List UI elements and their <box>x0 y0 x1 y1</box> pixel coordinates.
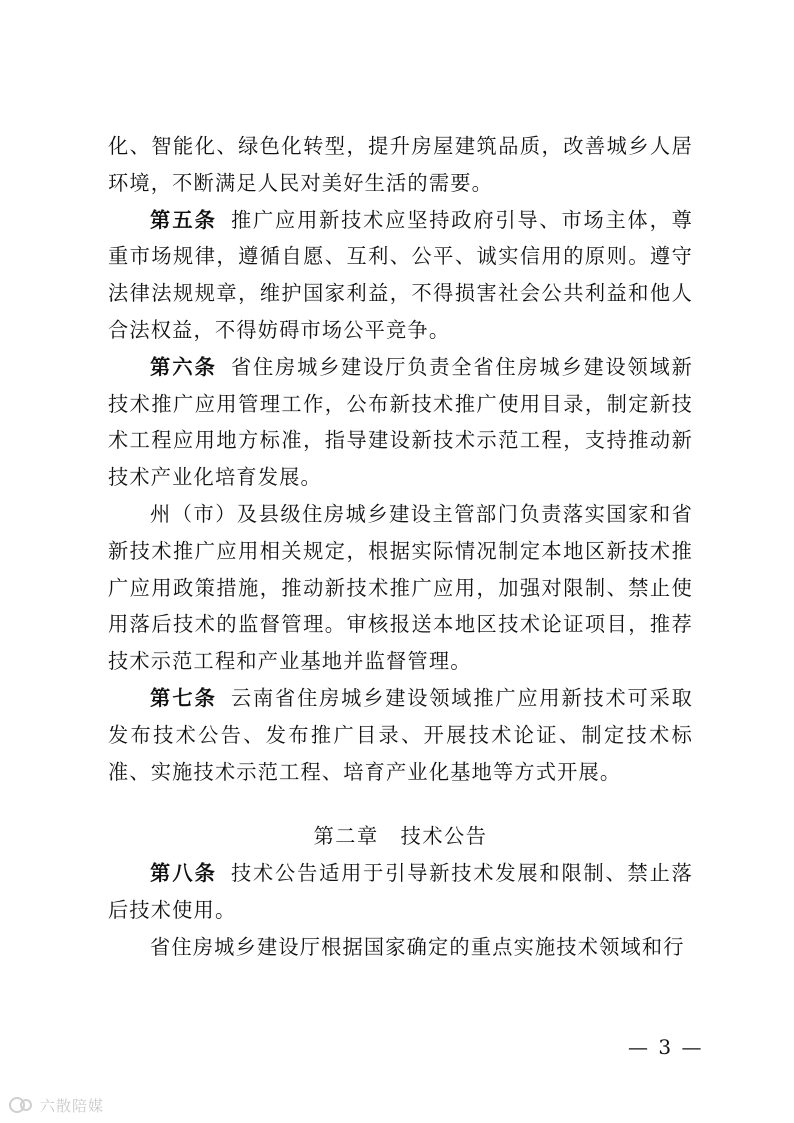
document-body <box>108 128 693 966</box>
article-heading: 第五条 <box>150 207 217 232</box>
article-6-paragraph <box>108 349 693 496</box>
paragraph-text: 技术公告适用于引导新技术发展和限制、禁止落后技术使用。 <box>108 861 693 922</box>
chapter-title: 技术公告 <box>400 824 488 849</box>
paragraph-text: 省住房城乡建设厅负责全省住房城乡建设领域新技术推广应用管理工作，公布新技术推广使用目录，制定新技术工程应用地方标准，指导建设新技术示范工程，支持推动新技术产业化培育发展。 <box>108 354 693 490</box>
chapter-heading <box>108 818 693 855</box>
paragraph-continued <box>108 128 693 202</box>
article-heading: 第七条 <box>150 685 217 710</box>
paragraph-text: 推广应用新技术应坚持政府引导、市场主体，尊重市场规律，遵循自愿、互利、公平、诚实信用的原则。遵守法律法规规章，维护国家利益，不得损害社会公共利益和他人合法权益，不得妨碍市场公平竞争。 <box>108 207 693 342</box>
article-heading: 第八条 <box>150 861 217 886</box>
paragraph-text: 化、智能化、绿色化转型，提升房屋建筑品质，改善城乡人居环境，不断满足人民对美好生活的需要。 <box>108 134 693 195</box>
article-8-paragraph <box>108 855 693 929</box>
chapter-number: 第二章 <box>313 824 379 849</box>
page-number: — 3 — <box>628 1035 704 1059</box>
article-heading: 第六条 <box>150 354 217 379</box>
article-8-sub-paragraph <box>108 929 693 966</box>
article-7-paragraph <box>108 680 693 790</box>
paragraph-text: 省住房城乡建设厅根据国家确定的重点实施技术领域和行 <box>150 934 685 959</box>
watermark-text: 六散陪媒 <box>40 1096 105 1115</box>
watermark-logo-icon <box>8 1094 34 1116</box>
article-6-sub-paragraph <box>108 496 693 680</box>
paragraph-text: 云南省住房城乡建设领域推广应用新技术可采取发布技术公告、发布推广目录、开展技术论证、制定技术标准、实施技术示范工程、培育产业化基地等方式开展。 <box>108 685 693 784</box>
article-5-paragraph <box>108 202 693 349</box>
watermark <box>8 1094 104 1116</box>
paragraph-text: 州（市）及县级住房城乡建设主管部门负责落实国家和省新技术推广应用相关规定，根据实际情况制定本地区新技术推广应用政策措施，推动新技术推广应用，加强对限制、禁止使用落后技术的监督管理。审核报送本地区技术论证项目，推荐技术示范工程和产业基地并监督管理。 <box>108 501 693 674</box>
